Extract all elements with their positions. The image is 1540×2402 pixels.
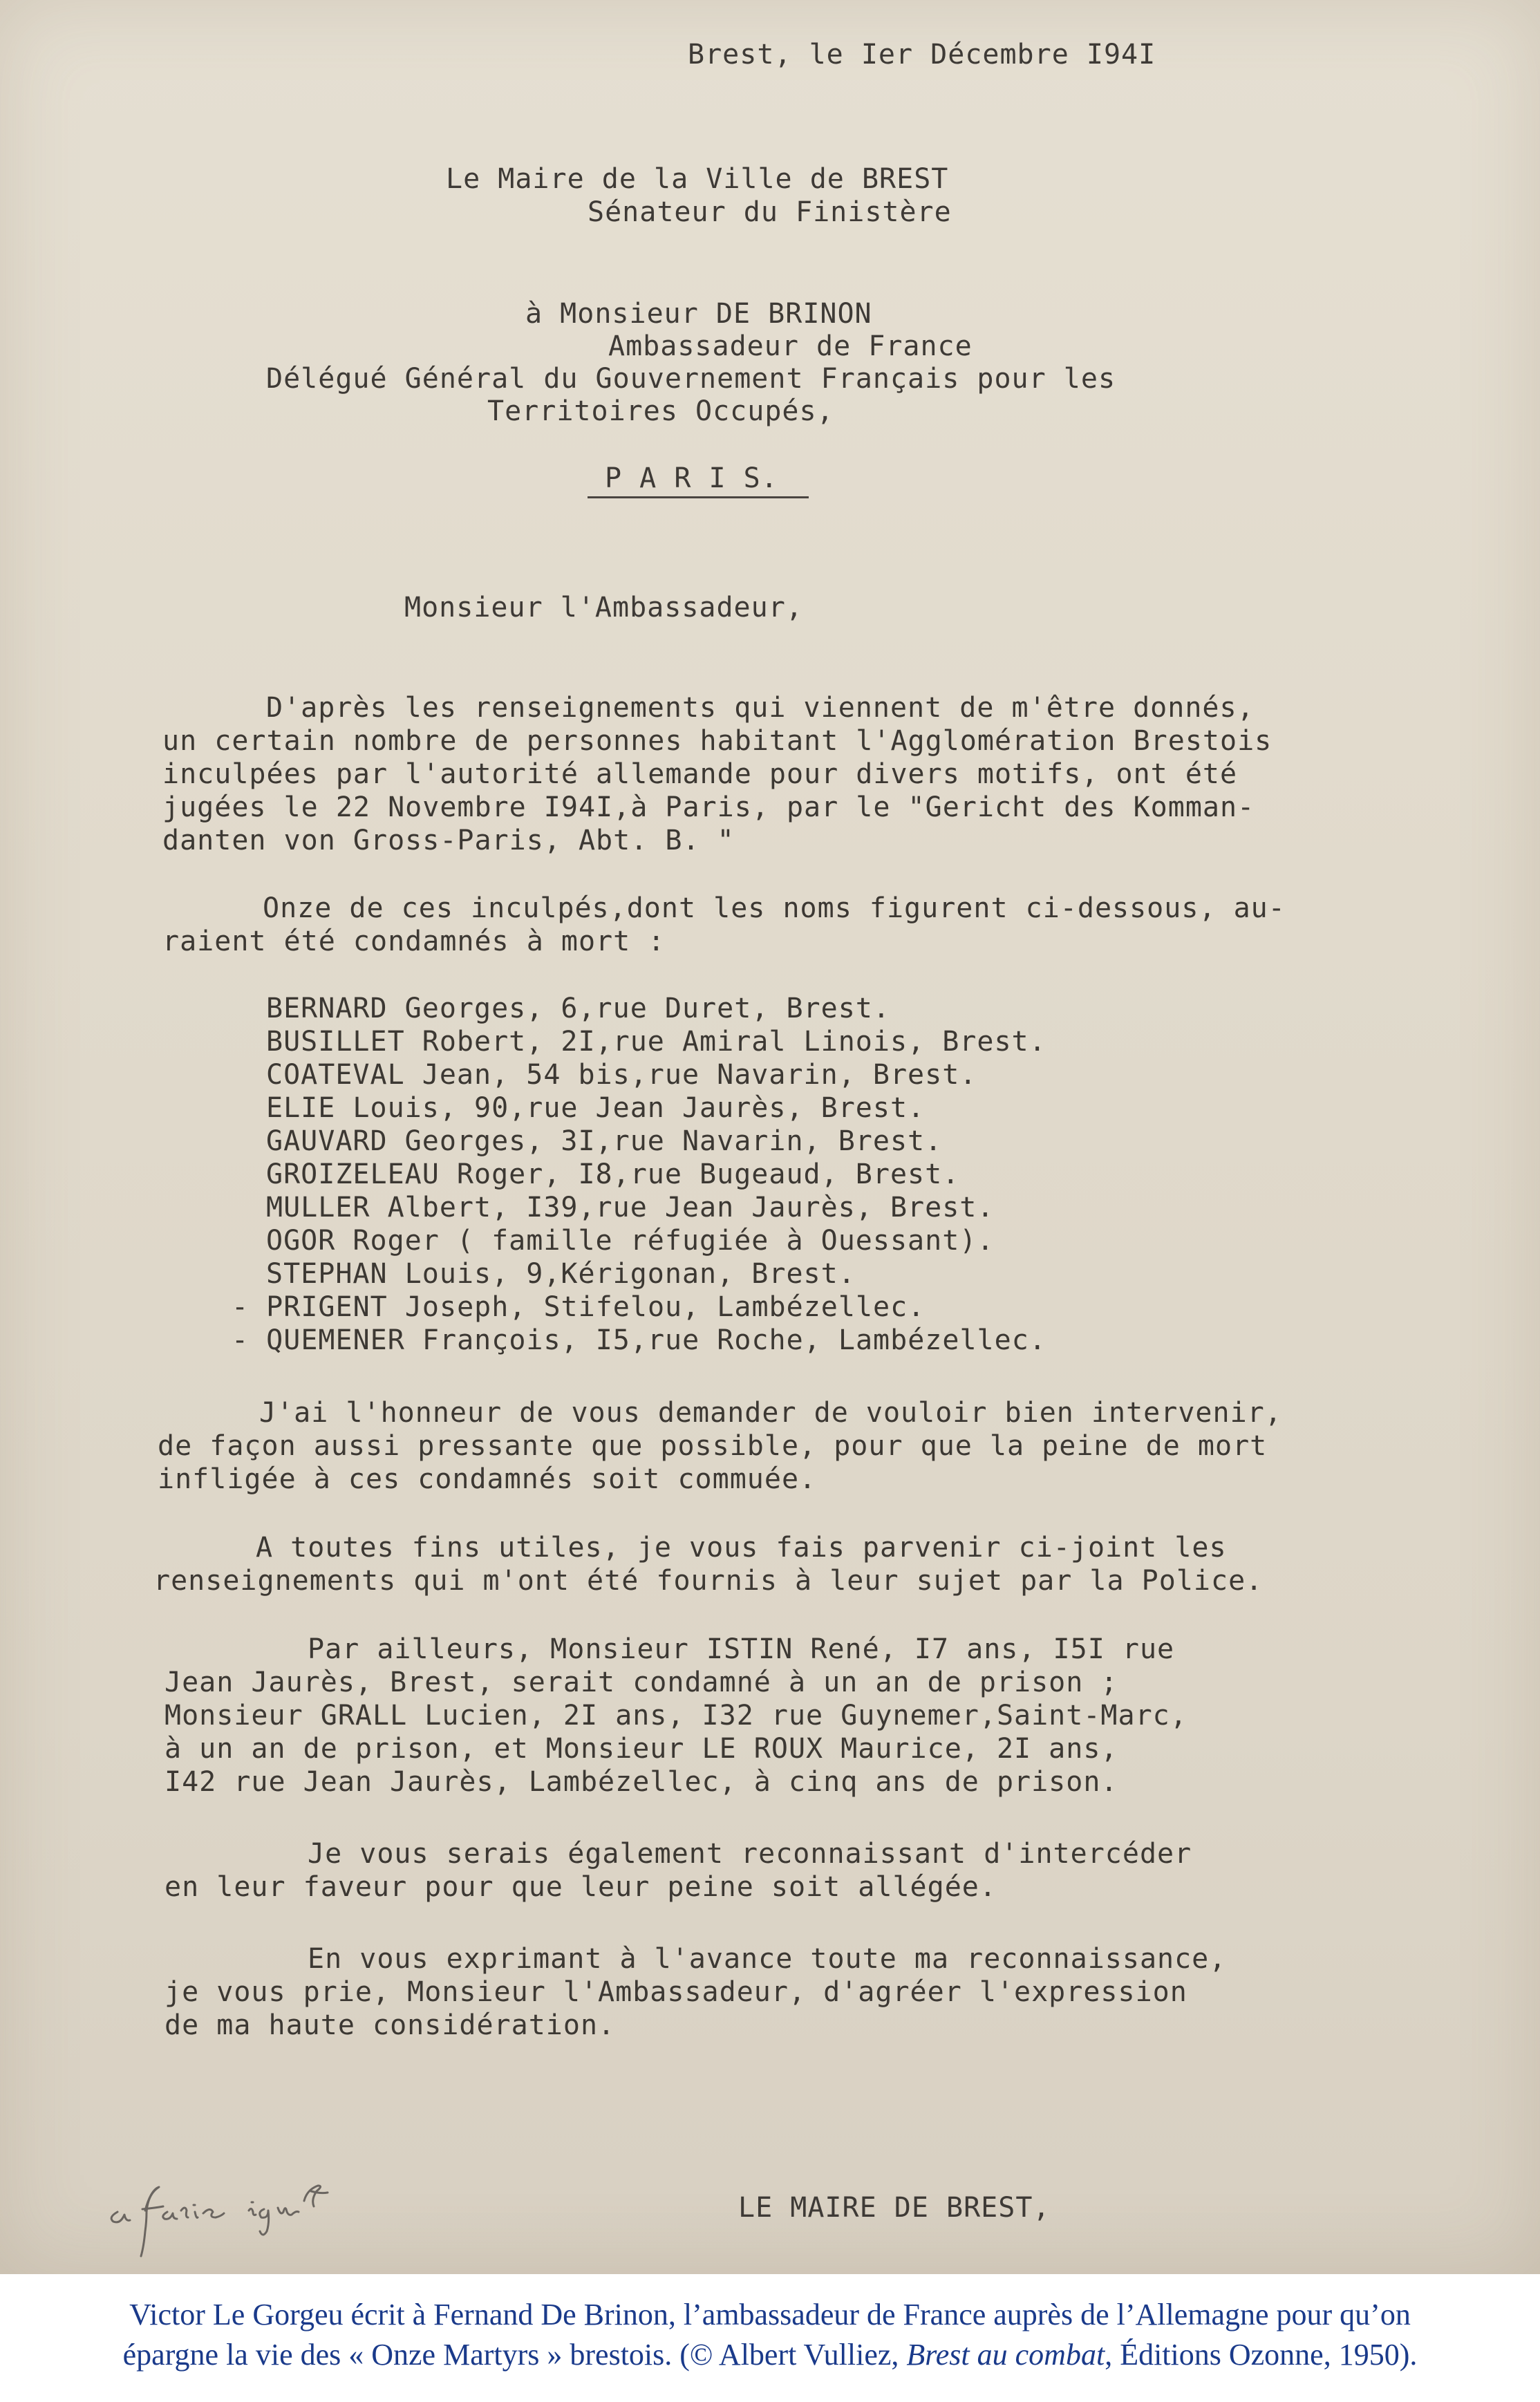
para1-line-3: inculpées par l'autorité allemande pour divers motifs, ont été	[162, 758, 1238, 790]
caption-line-1: Victor Le Gorgeu écrit à Fernand De Brinon, l’ambassadeur de France auprès de l’Allemagne pour qu’on	[129, 2298, 1411, 2331]
condemned-name-6: GROIZELEAU Roger, I8,rue Bugeaud, Brest.	[266, 1158, 960, 1190]
para2-line-2: raient été condamnés à mort :	[162, 926, 666, 957]
condemned-name-1: BERNARD Georges, 6,rue Duret, Brest.	[266, 993, 890, 1024]
para7-line-1: En vous exprimant à l'avance toute ma reconnaissance,	[308, 1943, 1227, 1975]
condemned-name-11: - QUEMENER François, I5,rue Roche, Lambézellec.	[232, 1324, 1046, 1356]
para5-line-4: à un an de prison, et Monsieur LE ROUX Maurice, 2I ans,	[165, 1733, 1118, 1765]
para1-line-5: danten von Gross-Paris, Abt. B. "	[162, 825, 735, 856]
caption-book-title: Brest au combat	[906, 2338, 1105, 2372]
para7-line-2: je vous prie, Monsieur l'Ambassadeur, d'agréer l'expression	[165, 1976, 1187, 2008]
recipient-city: P A R I S.	[605, 462, 778, 494]
para5-line-3: Monsieur GRALL Lucien, 2I ans, I32 rue Guynemer,Saint-Marc,	[165, 1700, 1187, 1732]
para5-line-5: I42 rue Jean Jaurès, Lambézellec, à cinq ans de prison.	[165, 1766, 1118, 1798]
condemned-name-5: GAUVARD Georges, 3I,rue Navarin, Brest.	[266, 1125, 943, 1157]
para6-line-2: en leur faveur pour que leur peine soit allégée.	[165, 1871, 997, 1903]
date-line: Brest, le Ier Décembre I94I	[688, 39, 1156, 71]
sender-line-2: Sénateur du Finistère	[588, 196, 952, 228]
condemned-name-10: - PRIGENT Joseph, Stifelou, Lambézellec.	[232, 1291, 926, 1323]
caption-line-2-end: , Éditions Ozonne, 1950).	[1105, 2338, 1418, 2372]
handwritten-note	[104, 2170, 408, 2267]
salutation: Monsieur l'Ambassadeur,	[404, 592, 803, 623]
recipient-line-1: à Monsieur DE BRINON	[525, 298, 872, 330]
condemned-name-3: COATEVAL Jean, 54 bis,rue Navarin, Brest.	[266, 1059, 977, 1091]
para5-line-2: Jean Jaurès, Brest, serait condamné à un an de prison ;	[165, 1667, 1118, 1698]
para2-line-1: Onze de ces inculpés,dont les noms figurent ci-dessous, au-	[263, 892, 1286, 924]
recipient-line-4: Territoires Occupés,	[487, 395, 834, 427]
para1-line-2: un certain nombre de personnes habitant l'Agglomération Brestois	[162, 725, 1273, 757]
para1-line-4: jugées le 22 Novembre I94I,à Paris, par le "Gericht des Komman-	[162, 791, 1255, 823]
condemned-name-9: STEPHAN Louis, 9,Kérigonan, Brest.	[266, 1258, 856, 1290]
condemned-name-4: ELIE Louis, 90,rue Jean Jaurès, Brest.	[266, 1092, 926, 1124]
para1-line-1: D'après les renseignements qui viennent de m'être donnés,	[266, 692, 1255, 724]
para4-line-2: renseignements qui m'ont été fournis à leur sujet par la Police.	[153, 1565, 1264, 1597]
caption-line-2-start: épargne la vie des « Onze Martyrs » brestois. (© Albert Vulliez,	[122, 2338, 907, 2372]
para7-line-3: de ma haute considération.	[165, 2009, 616, 2041]
para3-line-3: infligée à ces condamnés soit commuée.	[158, 1463, 817, 1495]
para5-line-1: Par ailleurs, Monsieur ISTIN René, I7 ans, I5I rue	[308, 1633, 1175, 1665]
condemned-name-7: MULLER Albert, I39,rue Jean Jaurès, Brest.	[266, 1192, 995, 1223]
signature-line: LE MAIRE DE BREST,	[738, 2192, 1051, 2224]
para6-line-1: Je vous serais également reconnaissant d'intercéder	[308, 1838, 1192, 1870]
photo-caption	[0, 2274, 1540, 2402]
city-underline	[588, 496, 809, 498]
para3-line-1: J'ai l'honneur de vous demander de vouloir bien intervenir,	[259, 1397, 1282, 1429]
recipient-line-3: Délégué Général du Gouvernement Français pour les	[266, 363, 1116, 395]
sender-line-1: Le Maire de la Ville de BREST	[446, 163, 949, 195]
para4-line-1: A toutes fins utiles, je vous fais parvenir ci-joint les	[256, 1532, 1227, 1564]
recipient-line-2: Ambassadeur de France	[608, 330, 973, 362]
caption-line-2	[0, 2335, 1540, 2375]
condemned-name-8: OGOR Roger ( famille réfugiée à Ouessant).	[266, 1225, 995, 1257]
condemned-name-2: BUSILLET Robert, 2I,rue Amiral Linois, Brest.	[266, 1026, 1046, 1058]
para3-line-2: de façon aussi pressante que possible, pour que la peine de mort	[158, 1430, 1268, 1462]
